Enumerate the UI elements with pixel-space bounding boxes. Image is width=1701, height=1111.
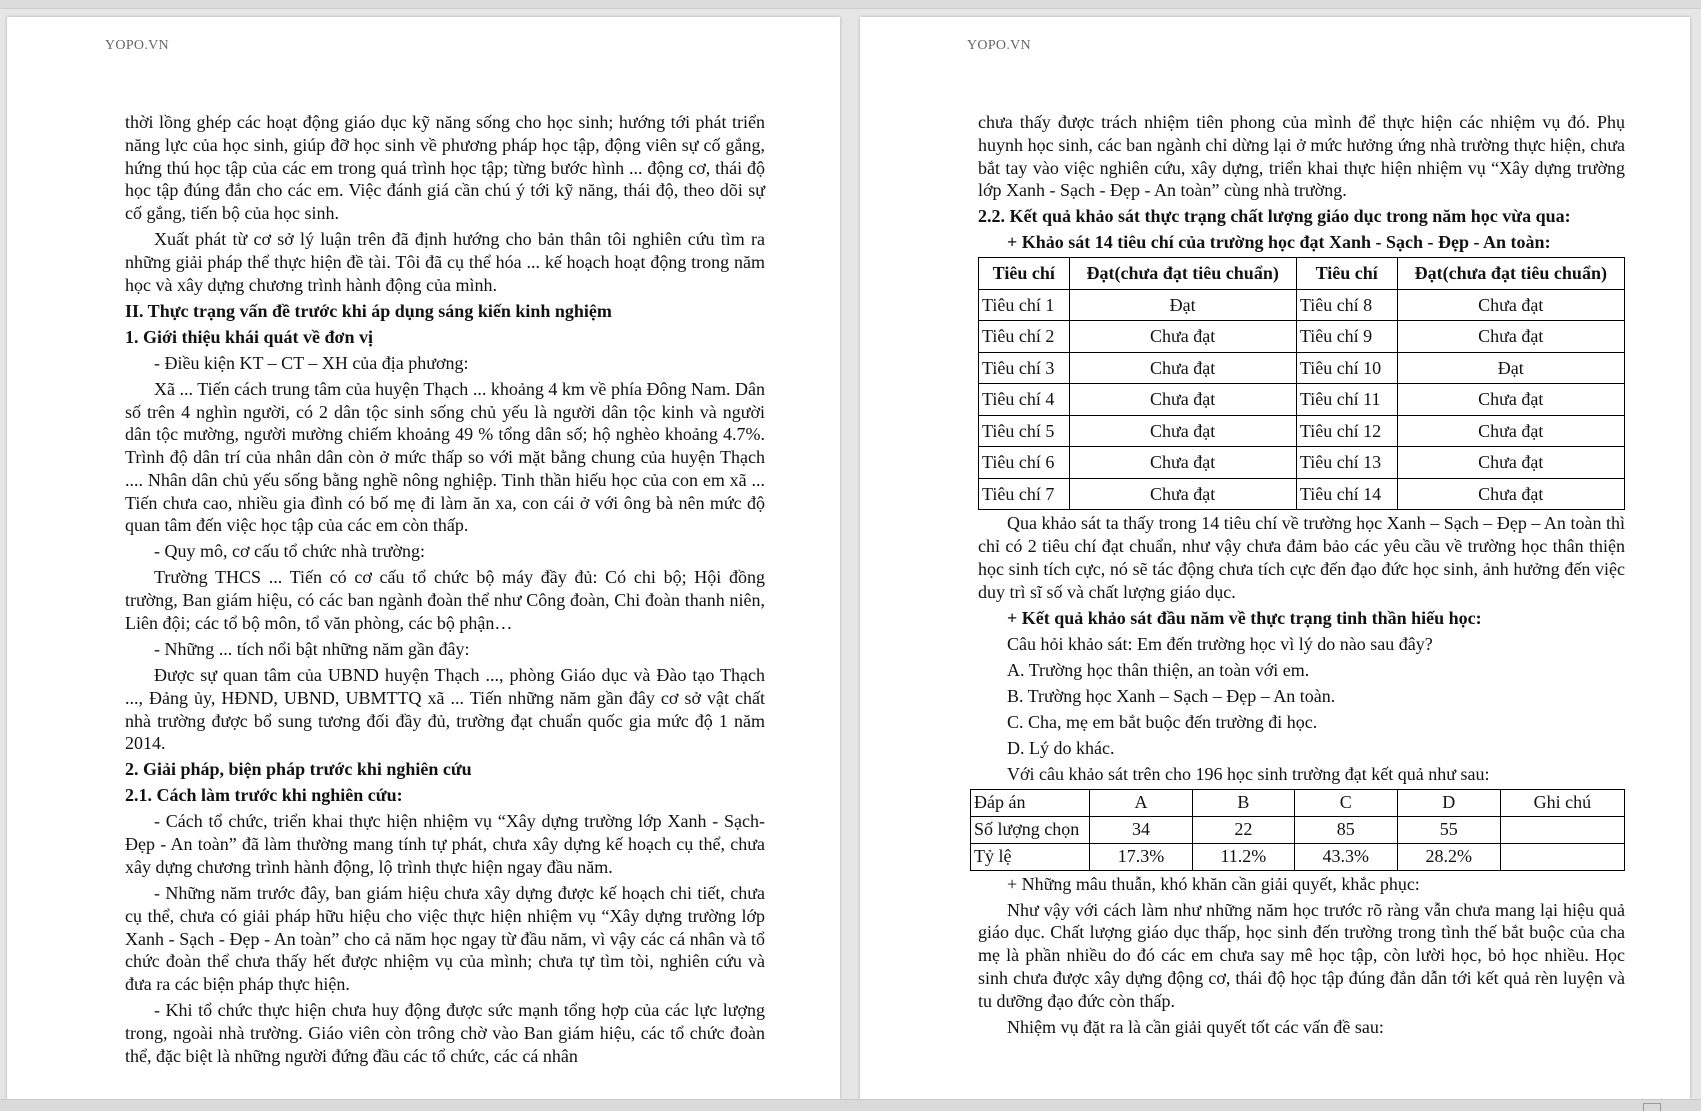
- table-cell: Tiêu chí 14: [1296, 478, 1397, 510]
- table-cell: Tiêu chí 3: [979, 352, 1070, 384]
- survey-results-table: [970, 789, 1625, 871]
- table-row: [971, 816, 1625, 843]
- table-cell: Đạt: [1069, 289, 1296, 321]
- viewer-status-bar: [0, 1099, 1701, 1111]
- table-cell: 43.3%: [1294, 843, 1397, 870]
- table-cell: Tiêu chí 12: [1296, 415, 1397, 447]
- criteria-table: [978, 257, 1625, 510]
- table-cell: 28.2%: [1397, 843, 1500, 870]
- table-cell: Chưa đạt: [1397, 447, 1624, 479]
- document-page-left: [7, 17, 840, 1099]
- survey-option: A. Trường học thân thiện, an toàn với em.: [1007, 659, 1310, 680]
- page-content: [125, 111, 765, 1071]
- table-header-cell: C: [1294, 789, 1397, 816]
- paragraph: + Những mâu thuẫn, khó khăn cần giải quyết, khắc phục:: [1007, 873, 1420, 894]
- table-cell: Tiêu chí 1: [979, 289, 1070, 321]
- paragraph: Xuất phát từ cơ sở lý luận trên đã định hướng cho bản thân tôi nghiên cứu tìm ra những giải pháp thể thực hiện đề tài. Tôi đã cụ thể hóa ... kế hoạch hoạt động trong năm học và xây dựng chương trình hành động của mình.: [125, 229, 765, 295]
- paragraph: - Khi tổ chức thực hiện chưa huy động được sức mạnh tổng hợp của các lực lượng trong, ngoài nhà trường. Giáo viên còn trông chờ vào Ban giám hiệu, các tổ chức đoàn thể, đặc biệt là những người đứng đầu các tổ chức, các cá nhân: [125, 1000, 765, 1066]
- viewer-top-bar: [0, 0, 1701, 9]
- table-cell: Chưa đạt: [1069, 447, 1296, 479]
- survey-option: D. Lý do khác.: [1007, 737, 1115, 758]
- table-cell: Tiêu chí 8: [1296, 289, 1397, 321]
- paragraph: Với câu khảo sát trên cho 196 học sinh trường đạt kết quả như sau:: [1007, 763, 1490, 784]
- paragraph: - Cách tổ chức, triển khai thực hiện nhiệm vụ “Xây dựng trường lớp Xanh - Sạch- Đẹp - An toàn” đã làm thường mang tính tự phát, chưa xây dựng kế hoạch cụ thể, chưa xây dựng chương trình hành động, lộ trình thực hiện ngay đầu năm.: [125, 811, 765, 877]
- paragraph: Trường THCS ... Tiến có cơ cấu tổ chức bộ máy đầy đủ: Có chi bộ; Hội đồng trường, Ban giám hiệu, có các ban ngành đoàn thể như Công đoàn, Chi đoàn thanh niên, Liên đội; các tổ bộ môn, tổ văn phòng, các bộ phận…: [125, 567, 765, 634]
- table-cell: Tiêu chí 10: [1296, 352, 1397, 384]
- table-cell: Tỷ lệ: [971, 843, 1090, 870]
- table-cell: Tiêu chí 13: [1296, 447, 1397, 479]
- paragraph: - Điều kiện KT – CT – XH của địa phương:: [154, 352, 469, 373]
- page-header: YOPO.VN: [967, 38, 1031, 53]
- table-cell: Đạt: [1397, 352, 1624, 384]
- survey-option: B. Trường học Xanh – Sạch – Đẹp – An toàn.: [1007, 685, 1336, 706]
- table-cell: 17.3%: [1090, 843, 1193, 870]
- paragraph: Được sự quan tâm của UBND huyện Thạch ..., phòng Giáo dục và Đào tạo Thạch ..., Đảng ủy, HĐND, UBND, UBMTTQ xã ... Tiến những năm gần đây cơ sở vật chất nhà trường được bổ sung tương đối đầy đủ, trường đạt chuẩn quốc gia mức độ 1 năm 2014.: [125, 665, 765, 754]
- table-row: [979, 289, 1625, 321]
- table-cell: Chưa đạt: [1397, 415, 1624, 447]
- table-cell: Chưa đạt: [1397, 478, 1624, 510]
- section-heading: + Khảo sát 14 tiêu chí của trường học đạt Xanh - Sạch - Đẹp - An toàn:: [1007, 232, 1551, 253]
- table-row: [979, 352, 1625, 384]
- paragraph: - Quy mô, cơ cấu tổ chức nhà trường:: [154, 541, 425, 562]
- survey-question: Câu hỏi khảo sát: Em đến trường học vì lý do nào sau đây?: [1007, 633, 1433, 654]
- table-cell: 85: [1294, 816, 1397, 843]
- table-cell: Tiêu chí 2: [979, 321, 1070, 353]
- paragraph: Nhiệm vụ đặt ra là cần giải quyết tốt các vấn đề sau:: [1007, 1016, 1384, 1037]
- table-header-row: [971, 789, 1625, 816]
- table-cell: Chưa đạt: [1069, 321, 1296, 353]
- table-cell: Chưa đạt: [1069, 352, 1296, 384]
- table-header-cell: Tiêu chí: [1296, 258, 1397, 290]
- paragraph: chưa thấy được trách nhiệm tiên phong của mình để thực hiện các nhiệm vụ đó. Phụ huynh học sinh, các ban ngành chỉ dừng lại ở mức hưởng ứng nhà trường thực hiện, chưa bắt tay vào việc nghiên cứu, xây dựng, triển khai thực hiện nhiệm vụ “Xây dựng trường lớp Xanh - Sạch - Đẹp - An toàn” cùng nhà trường.: [978, 112, 1625, 201]
- paragraph: Xã ... Tiến cách trung tâm của huyện Thạch ... khoảng 4 km về phía Đông Nam. Dân số trên 4 nghìn người, có 2 dân tộc sinh sống chủ yếu là người dân tộc kinh và người dân tộc mường, người mường chiếm khoảng 49 % tổng dân số; hộ nghèo khoảng 4.7%. Trình độ dân trí của nhân dân còn ở mức thấp so với mặt bằng chung của huyện Thạch .... Nhân dân chủ yếu sống bằng nghề nông nghiệp. Tinh thần hiếu học của con em xã ... Tiến chưa cao, nhiều gia đình có bố mẹ đi làm ăn xa, con cái ở với ông bà nên mức độ quan tâm đến việc học tập của các em còn thấp.: [125, 378, 765, 536]
- table-cell: Tiêu chí 9: [1296, 321, 1397, 353]
- table-cell: [1500, 816, 1624, 843]
- section-heading: 2.1. Cách làm trước khi nghiên cứu:: [125, 785, 403, 806]
- table-row: [979, 415, 1625, 447]
- table-header-cell: Đáp án: [971, 789, 1090, 816]
- table-row: [979, 447, 1625, 479]
- table-cell: Chưa đạt: [1069, 384, 1296, 416]
- table-cell: Chưa đạt: [1397, 321, 1624, 353]
- paragraph: - Những năm trước đây, ban giám hiệu chưa xây dựng được kế hoạch chi tiết, chưa cụ thể, chưa có giải pháp hữu hiệu cho việc thực hiện nhiệm vụ “Xây dựng trường lớp Xanh - Sạch - Đẹp - An toàn” cho cả năm học ngay từ đầu năm, vì vậy các cá nhân và tổ chức đoàn thể chưa thấy hết được nhiệm vụ của mình; chưa tự tìm tòi, nghiên cứu và đưa ra các biện pháp thực hiện.: [125, 882, 765, 995]
- table-row: [979, 478, 1625, 510]
- page-header: YOPO.VN: [105, 38, 169, 53]
- table-cell: 34: [1090, 816, 1193, 843]
- table-cell: Tiêu chí 7: [979, 478, 1070, 510]
- table-cell: Tiêu chí 11: [1296, 384, 1397, 416]
- table-cell: 22: [1193, 816, 1295, 843]
- table-header-cell: B: [1193, 789, 1295, 816]
- paragraph: thời lồng ghép các hoạt động giáo dục kỹ năng sống cho học sinh; hướng tới phát triển năng lực của học sinh, giúp đỡ học sinh về phương pháp học tập, động viên sự cố gắng, hứng thú học tập của các em trong quá trình học tập; từng bước hình ... động cơ, thái độ học tập đúng đắn cho các em. Việc đánh giá cần chú ý tới kỹ năng, thái độ, theo dõi sự cố gắng, tiến bộ của học sinh.: [125, 112, 765, 224]
- section-heading: 1. Giới thiệu khái quát về đơn vị: [125, 326, 373, 347]
- table-cell: Tiêu chí 5: [979, 415, 1070, 447]
- table-header-cell: A: [1090, 789, 1193, 816]
- table-cell: 11.2%: [1193, 843, 1295, 870]
- table-header-cell: Đạt(chưa đạt tiêu chuẩn): [1397, 258, 1624, 290]
- table-cell: 55: [1397, 816, 1500, 843]
- table-cell: Chưa đạt: [1069, 415, 1296, 447]
- paragraph: - Những ... tích nổi bật những năm gần đây:: [154, 639, 470, 660]
- table-row: [979, 384, 1625, 416]
- section-heading: 2.2. Kết quả khảo sát thực trạng chất lượng giáo dục trong năm học vừa qua:: [978, 206, 1571, 227]
- survey-option: C. Cha, mẹ em bắt buộc đến trường đi học.: [1007, 711, 1318, 732]
- table-cell: Số lượng chọn: [971, 816, 1090, 843]
- table-header-cell: Tiêu chí: [979, 258, 1070, 290]
- criteria-table-body: [979, 289, 1625, 510]
- table-header-cell: Ghi chú: [1500, 789, 1624, 816]
- section-heading: II. Thực trạng vấn đề trước khi áp dụng sáng kiến kinh nghiệm: [125, 300, 612, 321]
- table-header-cell: D: [1397, 789, 1500, 816]
- table-cell: [1500, 843, 1624, 870]
- section-heading: 2. Giải pháp, biện pháp trước khi nghiên cứu: [125, 759, 472, 780]
- table-cell: Chưa đạt: [1397, 289, 1624, 321]
- section-heading: + Kết quả khảo sát đầu năm về thực trạng tinh thần hiếu học:: [1007, 607, 1482, 628]
- table-row: [971, 843, 1625, 870]
- paragraph: Như vậy với cách làm như những năm học trước rõ ràng vẫn chưa mang lại hiệu quả giáo dục. Chất lượng giáo dục thấp, học sinh đến trường trong tình thế bắt buộc của cha mẹ là phần nhiều do đó các em chưa say mê học tập, còn lười học, bỏ học nhiều. Học sinh chưa được xây dựng động cơ, thái độ học tập đúng đắn dẫn tới kết quả rèn luyện và tu dưỡng đạo đức còn thấp.: [978, 899, 1625, 1011]
- page-content: [974, 111, 1625, 1042]
- table-cell: Tiêu chí 4: [979, 384, 1070, 416]
- table-cell: Tiêu chí 6: [979, 447, 1070, 479]
- table-header-row: [979, 258, 1625, 290]
- table-header-cell: Đạt(chưa đạt tiêu chuẩn): [1069, 258, 1296, 290]
- paragraph: Qua khảo sát ta thấy trong 14 tiêu chí về trường học Xanh – Sạch – Đẹp – An toàn thì chỉ có 2 tiêu chí đạt chuẩn, như vậy chưa đảm bảo các yêu cầu về trường học thân thiện học sinh tích cực, nó sẽ tác động chưa tích cực đến đạo đức học sinh, ảnh hưởng đến việc duy trì sĩ số và chất lượng giáo dục.: [978, 513, 1625, 602]
- document-page-right: [860, 17, 1690, 1099]
- table-cell: Chưa đạt: [1397, 384, 1624, 416]
- table-cell: Chưa đạt: [1069, 478, 1296, 510]
- survey-table-body: [971, 816, 1625, 870]
- table-row: [979, 321, 1625, 353]
